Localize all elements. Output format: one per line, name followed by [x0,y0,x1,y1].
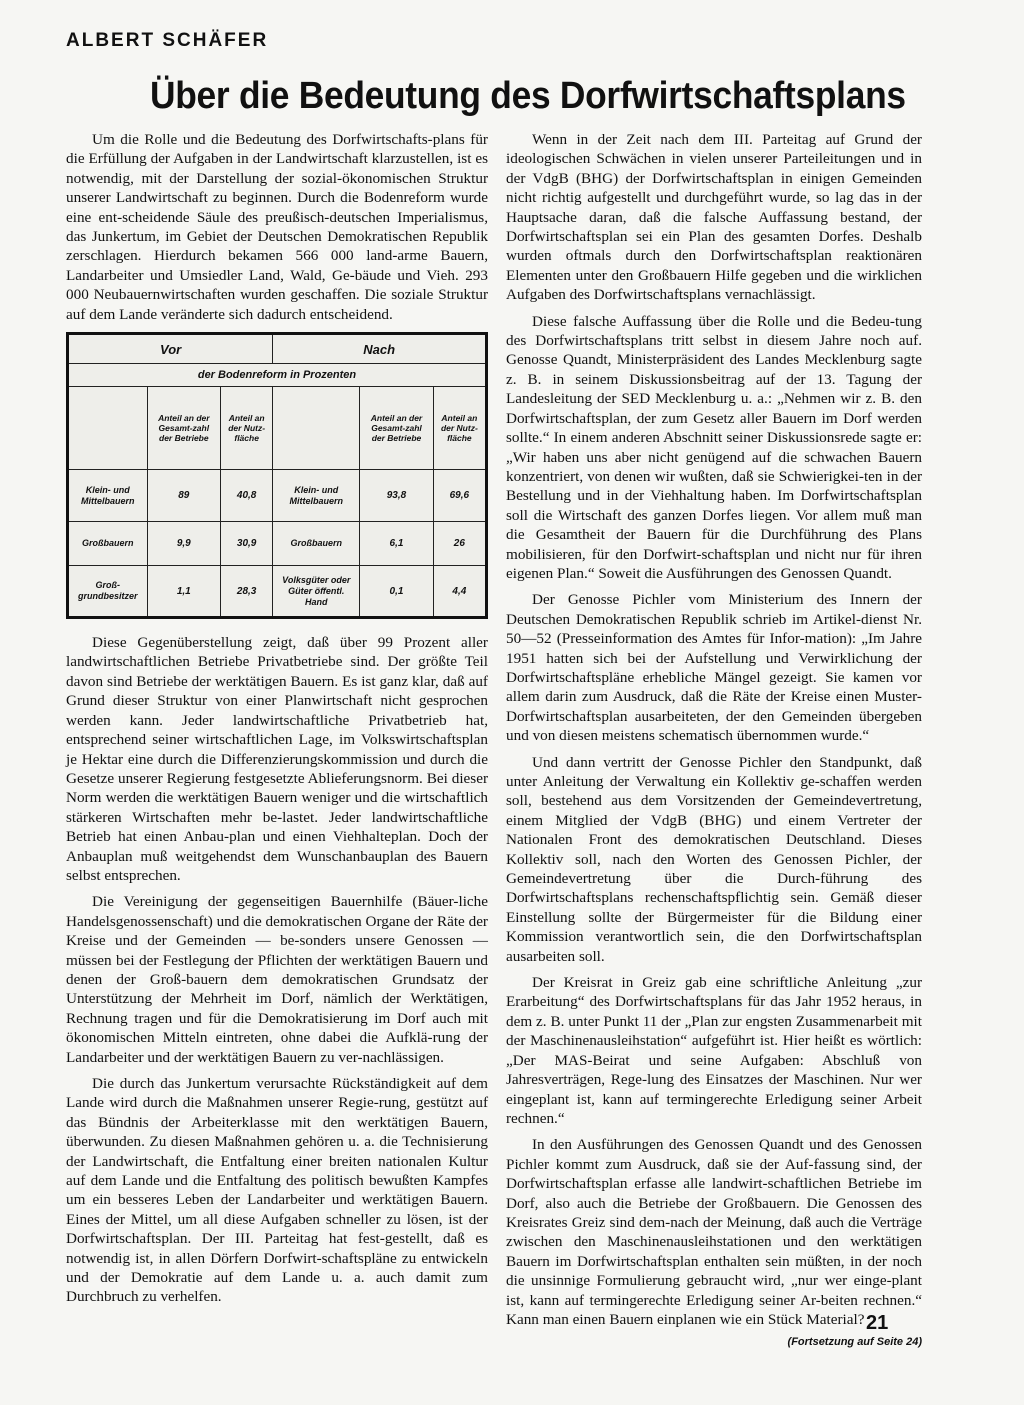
table-header-vor: Vor [68,334,273,364]
table-row-label: Klein- und Mittelbauern [68,470,148,522]
table-cell: 1,1 [147,566,220,618]
table-cell: 93,8 [360,470,433,522]
paragraph: Die Vereinigung der gegenseitigen Bauernhilfe (Bäuer-liche Handelsgenossenschaft) und die demokratischen Organe der Räte der Kreise und der Gemeinden — be-sonders unsere Genossen — müssen bei der Festlegung der Pflichten der werktätigen Bauern und denen der Groß-bauern dem demokratischen Grundsatz der Unterstützung der Mehrheit im Dorf, nämlich der Werktätigen, Rechnung tragen und für die Demokratisierung im Dorf auch mit ökonomischen Mitteln eintreten, ohne dabei die Aufklä-rung der Landarbeiter und der werktätigen Bauern zu ver-nachlässigen. [66,893,488,1066]
land-reform-table [66,332,488,619]
table-cell: 6,1 [360,522,433,566]
table-cell: 28,3 [221,566,273,618]
table-subtitle: der Bodenreform in Prozenten [68,364,487,387]
paragraph: Die durch das Junkertum verursachte Rückständigkeit auf dem Lande wird durch die Maßnahmen unserer Regie-rung, gestützt auf das Bündnis der Arbeiterklasse mit den werktätigen Bauern, überwunden. Zu diesen Maßnahmen gehören u. a. die Technisierung der Landwirtschaft, die Entfaltung einer breiten nationalen Kultur auf dem Lande und die Entfaltung des politisch bewußten Kampfes um ein besseres Leben der Landarbeiter und werktätigen Bauern. Eines der Mittel, um all diese Aufgaben schneller zu lösen, ist der Dorfwirtschaftsplan. Der III. Parteitag hat fest-gestellt, daß es notwendig ist, in allen Dörfern Dorfwirt-schaftspläne zu entwickeln und der Demokratie auf dem Lande u. a. auch damit zum Durchbruch zu verhelfen. [66,1075,488,1306]
table-cell: 40,8 [221,470,273,522]
table-empty-cell [273,387,360,470]
paragraph: Wenn in der Zeit nach dem III. Parteitag auf Grund der ideologischen Schwächen in vielen unserer Parteileitungen und in der VdgB (BHG) der Dorfwirtschaftsplan in einigen Gemeinden nicht richtig aufgestellt und durchgeführt wurde, so lag das in der Hauptsache daran, daß die falsche Auffassung bestand, der Dorfwirtschaftsplan sei ein Plan des gesamten Dorfes. Deshalb wurden oftmals durch den Dorfwirtschaftsplan reaktionären Elementen unter den Großbauern Hilfe gegeben und die wirklichen Aufgaben des Dorfwirtschaftsplans vernachlässigt. [506,131,922,304]
paragraph: In den Ausführungen des Genossen Quandt und des Genossen Pichler kommt zum Ausdruck, daß sie der Auf-fassung sind, der Dorfwirtschaftsplan erfasse alle landwirt-schaftlichen Betriebe im Dorf, also auch die Betriebe der Großbauern. Die Genossen des Kreisrates Greiz sind dem-nach der Meinung, daß auch die Verträge zwischen den Maschinenausleihstationen und den werktätigen Bauern im Dorfwirtschaftsplan enthalten sein müßten, in der noch die unsinnige Formulierung gebraucht wird, „nur wer einge-plant ist, kann auf termingerechte Erledigung seiner Ar-beiten rechnen.“ Kann man einen Bauern einplanen wie ein Stück Material? [506,1136,922,1328]
table-row-label: Großbauern [273,522,360,566]
table-col-betriebe: Anteil an der Gesamt-zahl der Betriebe [360,387,433,470]
paragraph: Um die Rolle und die Bedeutung des Dorfwirtschafts-plans für die Erfüllung der Aufgaben in der Landwirtschaft klarzustellen, ist es notwendig, mit der Darstellung der sozial-ökonomischen Struktur unserer Landwirtschaft zu beginnen. Durch die Bodenreform wurde eine ent-scheidende Säule des preußisch-deutschen Imperialismus, das Junkertum, im Gebiet der Deutschen Demokratischen Republik zerschlagen. Hierdurch bekamen 566 000 land-arme Bauern, Landarbeiter und Umsiedler Land, Wald, Ge-bäude und Vieh. 293 000 Neubauernwirtschaften wurden geschaffen. Die soziale Struktur auf dem Lande veränderte sich dadurch entscheidend. [66,131,488,323]
table-row [68,566,487,618]
table-cell: 30,9 [221,522,273,566]
table-row-label: Groß-grundbesitzer [68,566,148,618]
table-col-flaeche: Anteil an der Nutz-fläche [221,387,273,470]
author-name: ALBERT SCHÄFER [66,30,269,51]
right-column [506,130,922,1348]
table-row-label: Klein- und Mittelbauern [273,470,360,522]
table-row-label: Großbauern [68,522,148,566]
continuation-note: (Fortsetzung auf Seite 24) [787,1336,922,1349]
table-cell: 26 [433,522,486,566]
table-row [68,522,487,566]
paragraph: Diese Gegenüberstellung zeigt, daß über 99 Prozent aller landwirtschaftlichen Betriebe Privatbetriebe sind. Der größte Teil davon sind Betriebe der werktätigen Bauern. Es ist ganz klar, daß auf Grund dieser Struktur von einer Planwirtschaft nicht gesprochen werden kann. Jeder landwirtschaftliche Privatbetrieb hat, entsprechend seiner wirtschaftlichen Lage, im Volkswirtschaftsplan je Hektar eine durch die Differenzierungskommission und durch die Gesetze unserer Regierung festgesetzte Ablieferungsnorm. Bei dieser Norm werden die werktätigen Bauern weniger und die wirtschaftlich stärkeren Wirtschaften mehr be-lastet. Jeder landwirtschaftliche Betrieb hat einen Anbau-plan und einen Viehhalteplan. Doch der Anbauplan muß weitgehendst dem Wunschanbauplan des Bauern selbst entsprechen. [66,634,488,884]
paragraph: Und dann vertritt der Genosse Pichler den Standpunkt, daß unter Anleitung der Verwaltung ein Kollektiv ge-schaffen werden soll, bestehend aus dem Vorsitzenden der Gemeindevertretung, einem Mitglied der VdgB (BHG) und einem Vertreter der Nationalen Front des demokratischen Deutschland. Dieses Kollektiv soll, nach den Worten des Genossen Pichler, der Gemeindevertretung über die Durch-führung des Dorfwirtschaftsplans rechenschaftspflichtig sein. Gemäß dieser Einstellung sollte der Bürgermeister für die Bildung einer Kommission verantwortlich sein, die den Dorfwirtschaftsplan ausarbeiten soll. [506,753,922,965]
page-number: 21 [866,1312,889,1334]
article-title: Über die Bedeutung des Dorfwirtschaftsplans [150,75,906,117]
paragraph: Diese falsche Auffassung über die Rolle und die Bedeu-tung des Dorfwirtschaftsplans tritt selbst in diesem Jahre noch auf. Genosse Quandt, Ministerpräsident des Landes Mecklenburg sagte z. B. in seinem Diskussionsbeitrag auf der 13. Tagung der Landesleitung der SED Mecklenburg u. a.: „Nehmen wir z. B. den Dorfwirtschaftsplan, der zum Gesetz aller Bauern im Dorf werden sollte.“ In einem anderen Abschnitt seiner Diskussionsrede sagte er: „Wir haben uns aber nicht genügend auf die schwachen Bauern konzentriert, von denen wir wußten, daß sie Schwierigkei-ten in der Bestellung und in der Viehhaltung haben. Im Dorfwirtschaftsplan soll die Wirtschaft des ganzen Dorfes liegen. Vor allem muß man die Gesamtheit der Bauern für die Durchführung des Plans mobilisieren, für den Dorfwirt-schaftsplan und nicht nur für ihren eigenen Plan.“ Soweit die Ausführungen des Genossen Quandt. [506,312,922,582]
table-cell: 9,9 [147,522,220,566]
table-col-betriebe: Anteil an der Gesamt-zahl der Betriebe [147,387,220,470]
table-header-nach: Nach [273,334,487,364]
table-row-label: Volksgüter oder Güter öffentl. Hand [273,566,360,618]
paragraph: Der Kreisrat in Greiz gab eine schriftliche Anleitung „zur Erarbeitung“ des Dorfwirtschaftsplans für das Jahr 1952 heraus, in dem z. B. unter Punkt 11 der „Plan zur engsten Zusammenarbeit mit der Maschinenausleihstation“ aufgeführt ist. Hier heißt es wörtlich: „Der MAS-Beirat und seine Aufgaben: Abschluß von Jahresverträgen, Rege-lung des Einsatzes der Maschinen. Nur wer eingeplant ist, kann auf termingerechte Erledigung seiner Arbeit rechnen.“ [506,974,922,1127]
paragraph: Der Genosse Pichler vom Ministerium des Innern der Deutschen Demokratischen Republik schrieb im Artikel-dienst Nr. 50—52 (Presseinformation des Amtes für Infor-mation): „Im Jahre 1951 hatten sich bei der Aufstellung und Verwirklichung der Dorfwirtschaftspläne erhebliche Mängel gezeigt. Sie kamen vor allem darin zum Ausdruck, daß die Räte der Kreise einen Muster-Dorfwirtschaftsplan ausarbeiteten, der den Gemeinden übergeben und von diesen meistens schematisch übernommen wurde.“ [506,591,922,745]
table-cell: 69,6 [433,470,486,522]
table-cell: 0,1 [360,566,433,618]
table-empty-cell [68,387,148,470]
table-row [68,470,487,522]
left-column [66,130,488,1314]
table-cell: 4,4 [433,566,486,618]
table-cell: 89 [147,470,220,522]
table-col-flaeche: Anteil an der Nutz-fläche [433,387,486,470]
statistics-table-container [66,332,488,619]
